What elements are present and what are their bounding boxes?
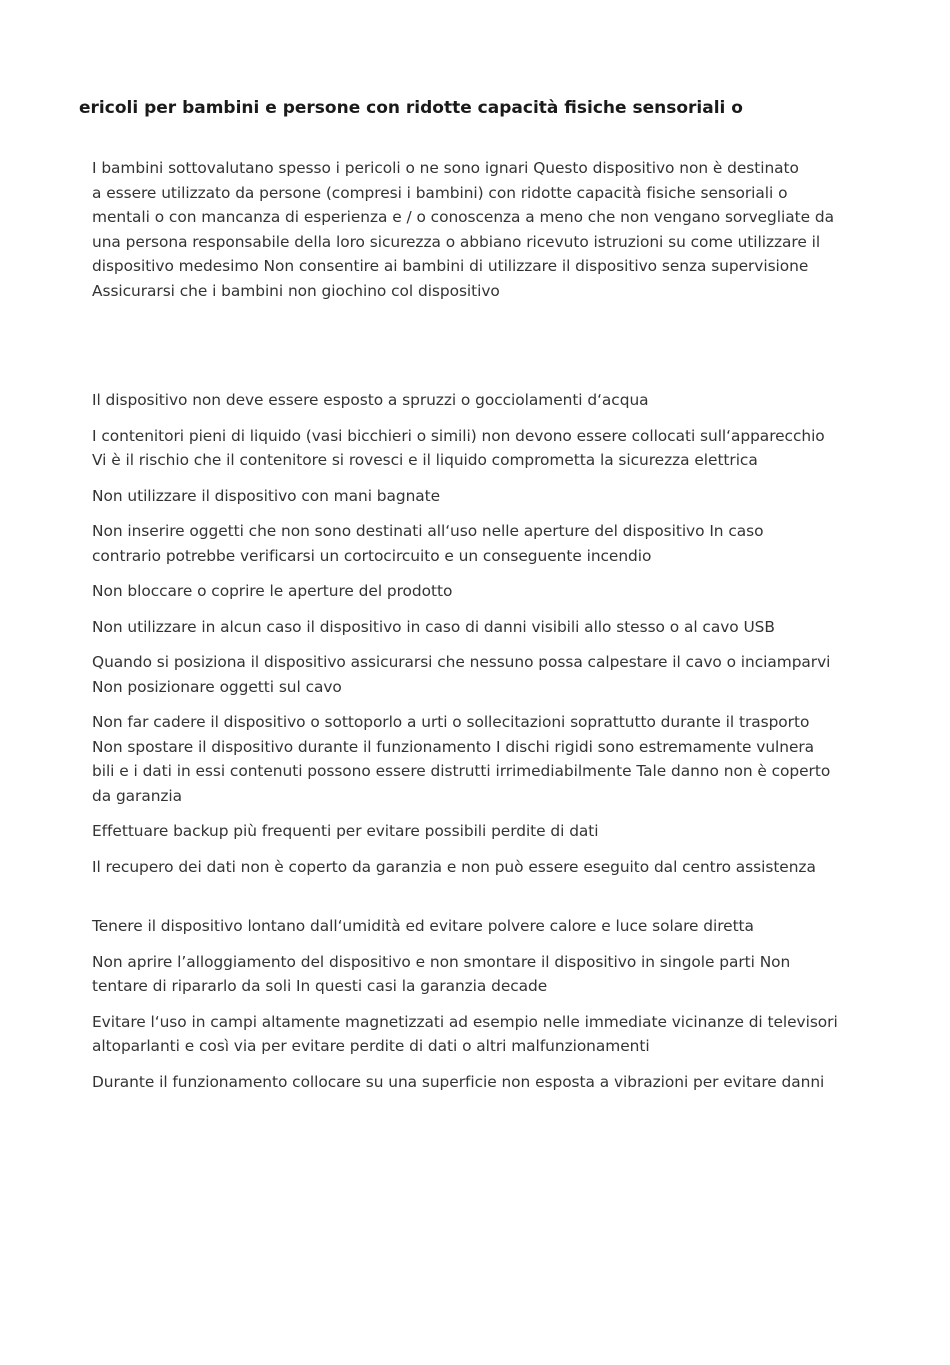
section-heading: ericoli per bambini e persone con ridotte capacità fisiche sensoriali o <box>79 98 743 118</box>
warning-line: Non bloccare o coprire le aperture del prodotto <box>92 582 453 600</box>
warning-line: bili e i dati in essi contenuti possono essere distrutti irrimediabilmente Tale danno non è coperto <box>92 762 831 780</box>
warning-line: I contenitori pieni di liquido (vasi bicchieri o simili) non devono essere collocati sull‘apparecchio <box>92 426 825 445</box>
intro-line: I bambini sottovalutano spesso i pericoli o ne sono ignari Questo dispositivo non è destinato <box>92 159 799 177</box>
care-paragraph <box>92 1070 912 1095</box>
intro-line: mentali o con mancanza di esperienza e / o conoscenza a meno che non vengano sorvegliate da <box>92 208 834 226</box>
warning-paragraph <box>92 650 912 699</box>
warning-line: Vi è il rischio che il contenitore si rovesci e il liquido comprometta la sicurezza elettrica <box>92 451 758 469</box>
care-line: Durante il funzionamento collocare su una superficie non esposta a vibrazioni per evitare danni <box>92 1072 825 1091</box>
care-paragraph <box>92 1010 912 1059</box>
warning-paragraph <box>92 615 912 640</box>
warning-line: Il recupero dei dati non è coperto da garanzia e non può essere eseguito dal centro assistenza <box>92 857 816 876</box>
care-line: altoparlanti e così via per evitare perdite di dati o altri malfunzionamenti <box>92 1037 650 1055</box>
intro-line: una persona responsabile della loro sicurezza o abbiano ricevuto istruzioni su come utilizzare il <box>92 232 821 251</box>
intro-line: Assicurarsi che i bambini non giochino col dispositivo <box>92 281 500 300</box>
warning-line: Non utilizzare in alcun caso il dispositivo in caso di danni visibili allo stesso o al cavo USB <box>92 617 775 636</box>
warning-paragraph <box>92 388 912 413</box>
warning-line: Non utilizzare il dispositivo con mani bagnate <box>92 486 441 505</box>
warning-line: Quando si posiziona il dispositivo assicurarsi che nessuno possa calpestare il cavo o inciamparvi <box>92 653 831 671</box>
intro-paragraph <box>92 156 912 303</box>
warning-line: Non far cadere il dispositivo o sottoporlo a urti o sollecitazioni soprattutto durante il trasporto <box>92 713 810 731</box>
warning-line: Non posizionare oggetti sul cavo <box>92 677 342 696</box>
warning-line: Il dispositivo non deve essere esposto a spruzzi o gocciolamenti d‘acqua <box>92 391 649 409</box>
warning-paragraph <box>92 519 912 568</box>
warning-line: Non spostare il dispositivo durante il funzionamento I dischi rigidi sono estremamente vulnera <box>92 737 815 756</box>
care-paragraph <box>92 914 912 939</box>
warning-paragraph <box>92 579 912 604</box>
warning-line: Effettuare backup più frequenti per evitare possibili perdite di dati <box>92 822 599 840</box>
care-line: Evitare l‘uso in campi altamente magnetizzati ad esempio nelle immediate vicinanze di televisori <box>92 1012 838 1031</box>
care-paragraph <box>92 950 912 999</box>
care-line: tentare di ripararlo da soli In questi casi la garanzia decade <box>92 977 548 995</box>
intro-line: dispositivo medesimo Non consentire ai bambini di utilizzare il dispositivo senza supervisione <box>92 257 809 275</box>
intro-line: a essere utilizzato da persone (compresi i bambini) con ridotte capacità fisiche sensoriali o <box>92 183 788 202</box>
warning-line: contrario potrebbe verificarsi un cortocircuito e un conseguente incendio <box>92 546 652 565</box>
warning-paragraph <box>92 710 912 808</box>
care-line: Tenere il dispositivo lontano dall‘umidità ed evitare polvere calore e luce solare diretta <box>92 917 754 935</box>
warning-line: Non inserire oggetti che non sono destinati all‘uso nelle aperture del dispositivo In caso <box>92 522 764 540</box>
warning-paragraph <box>92 484 912 509</box>
warning-paragraph <box>92 424 912 473</box>
warning-line: da garanzia <box>92 786 183 805</box>
care-line: Non aprire l’alloggiamento del dispositivo e non smontare il dispositivo in singole parti Non <box>92 952 791 971</box>
warnings-list <box>92 388 912 1094</box>
warning-paragraph <box>92 855 912 880</box>
warning-paragraph <box>92 819 912 844</box>
